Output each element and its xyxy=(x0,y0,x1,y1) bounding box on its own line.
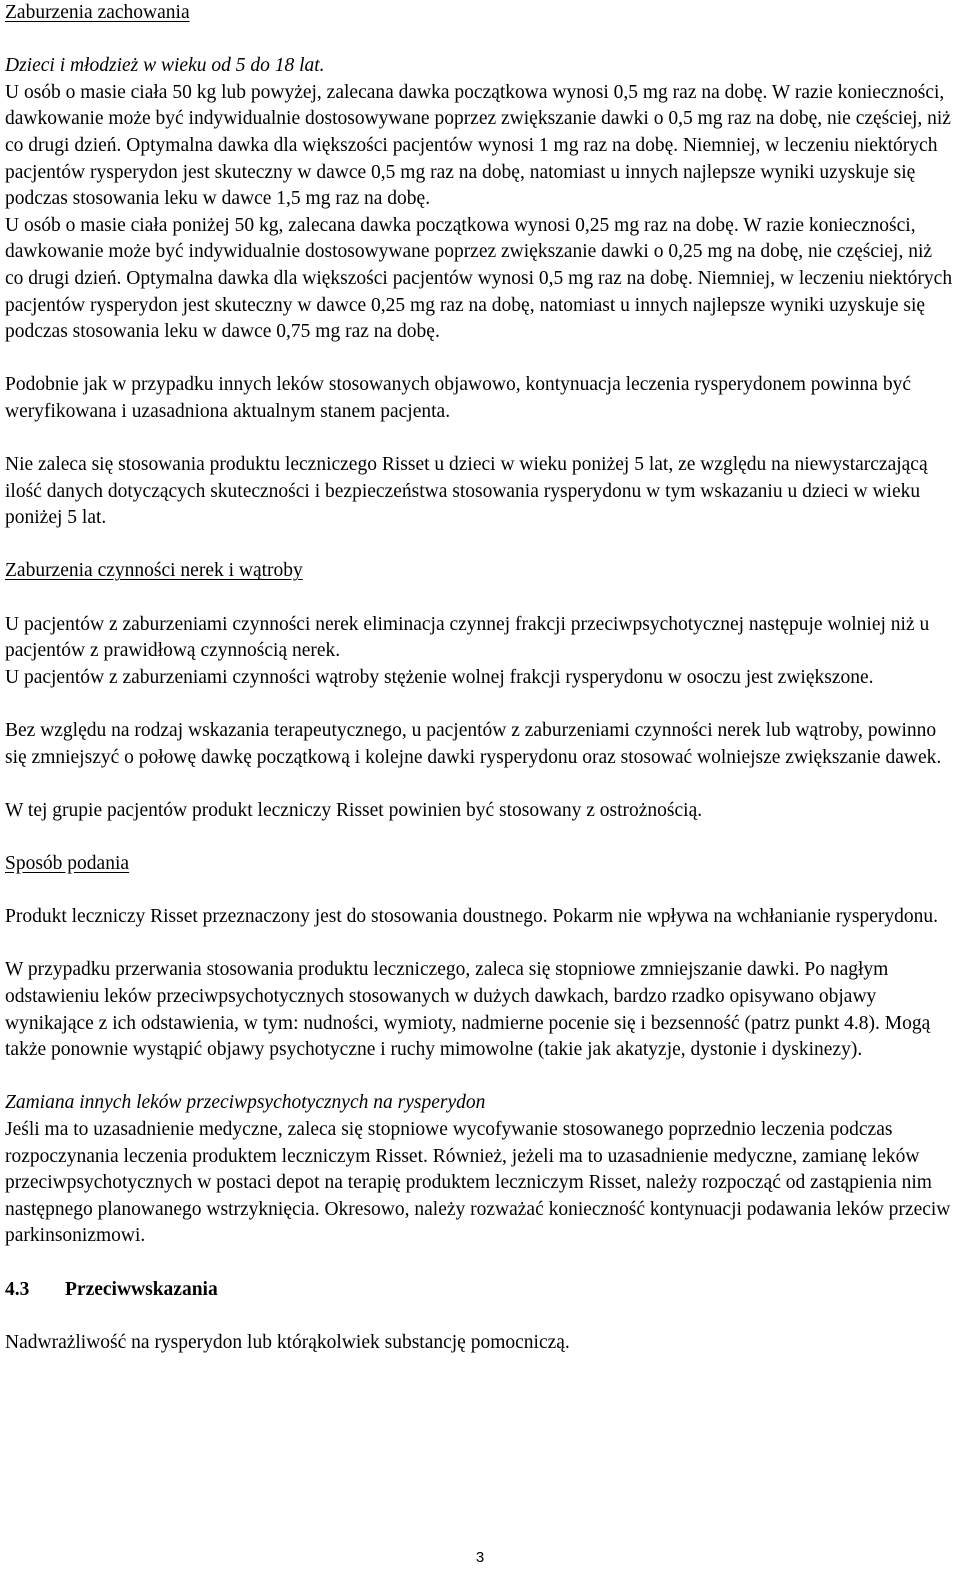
spacer xyxy=(5,532,955,559)
under-5-paragraph: Nie zaleca się stosowania produktu leczniczego Risset u dzieci w wieku poniżej 5 lat, ze względu na niewystarczającą ilość danych dotyczących skuteczności i bezpieczeństwa stosowania rysperydonu w tym wskazaniu u dzieci w wieku poniżej 5 lat. xyxy=(5,454,928,529)
contraindications-paragraph: Nadwrażliwość na rysperydon lub którąkolwiek substancję pomocniczą. xyxy=(5,1331,570,1353)
document-page xyxy=(5,0,955,1356)
spacer xyxy=(5,931,955,958)
continuation-paragraph: Podobnie jak w przypadku innych leków stosowanych objawowo, kontynuacja leczenia rysperydonem powinna być weryfikowana i uzasadniona aktualnym stanem pacjenta. xyxy=(5,374,911,422)
renal-hepatic-dose-paragraph: Bez względu na rodzaj wskazania terapeutycznego, u pacjentów z zaburzeniami czynności nerek lub wątroby, powinno się zmniejszyć o połowę dawkę początkową i kolejne dawki rysperydonu oraz stosować wolniejsze zwiększanie dawek. xyxy=(5,720,942,768)
caution-paragraph: W tej grupie pacjentów produkt leczniczy Risset powinien być stosowany z ostrożnością. xyxy=(5,799,703,821)
spacer xyxy=(5,691,955,718)
spacer xyxy=(5,346,955,373)
behavior-heading: Zaburzenia zachowania xyxy=(5,2,190,23)
spacer xyxy=(5,771,955,798)
children-dosage-paragraph-2: U osób o masie ciała poniżej 50 kg, zalecana dawka początkowa wynosi 0,25 mg raz na dobę. W razie konieczności, dawkowanie może być indywidualnie dostosowywane poprzez zwiększanie dawki o 0,25 mg na dobę, nie częściej, niż co drugi dzień. Optymalna dawka dla większości pacjentów wynosi 0,5 mg raz na dobę. Niemniej, w leczeniu niektórych pacjentów rysperydon jest skuteczny w dawce 0,25 mg raz na dobę, natomiast u innych najlepsze wyniki uzyskuje się podczas stosowania leku w dawce 0,75 mg raz na dobę. xyxy=(5,214,953,343)
discontinuation-paragraph: W przypadku przerwania stosowania produktu leczniczego, zaleca się stopniowe zmniejszanie dawki. Po nagłym odstawieniu leków przeciwpsychotycznych stosowanych w dużych dawkach, bardzo rzadko opisywano objawy wynikające z ich odstawienia, w tym: nudności, wymioty, nadmierne pocenie się i bezsenność (patrz punkt 4.8). Mogą także ponownie wystąpić objawy psychotyczne i ruchy mimowolne (takie jak akatyzje, dystonie i dyskinezy). xyxy=(5,959,931,1061)
section-number: 4.3 xyxy=(5,1278,30,1300)
renal-paragraph-1: U pacjentów z zaburzeniami czynności nerek eliminacja czynnej frakcji przeciwpsychotycznej następuje wolniej niż u pacjentów z prawidłową czynnością nerek. xyxy=(5,613,930,662)
renal-hepatic-heading: Zaburzenia czynności nerek i wątroby xyxy=(5,560,303,582)
spacer xyxy=(5,1250,955,1277)
spacer xyxy=(5,878,955,905)
section-title: Przeciwwskazania xyxy=(65,1278,218,1300)
switching-paragraph: Jeśli ma to uzasadnienie medyczne, zaleca się stopniowe wycofywanie stosowanego poprzednio leczenia podczas rozpoczynania leczenia produktem leczniczym Risset. Również, jeżeli ma to uzasadnienie medyczne, zamianę leków przeciwpsychotycznych w postaci depot na terapię produktem leczniczym Risset, należy rozpocząć od zastąpienia nim następnego planowanego wstrzyknięcia. Okresowo, należy rozważać konieczność kontynuacji podawania leków przeciw parkinsonizmowi. xyxy=(5,1118,951,1247)
children-dosage-paragraph-1: U osób o masie ciała 50 kg lub powyżej, zalecana dawka początkowa wynosi 0,5 mg raz na dobę. W razie konieczności, dawkowanie może być indywidualnie dostosowywane poprzez zwiększanie dawki o 0,5 mg raz na dobę, nie częściej, niż co drugi dzień. Optymalna dawka dla większości pacjentów wynosi 1 mg raz na dobę. Niemniej, w leczeniu niektórych pacjentów rysperydon jest skuteczny w dawce 0,5 mg raz na dobę, natomiast u innych najlepsze wyniki uzyskuje się podczas stosowania leku w dawce 1,5 mg raz na dobę. xyxy=(5,81,951,210)
spacer xyxy=(5,27,955,54)
hepatic-paragraph: U pacjentów z zaburzeniami czynności wątroby stężenie wolnej frakcji rysperydonu w osoczu jest zwiększone. xyxy=(5,666,874,688)
spacer xyxy=(5,1303,955,1330)
spacer xyxy=(5,1064,955,1091)
children-heading: Dzieci i młodzież w wieku od 5 do 18 lat. xyxy=(5,55,325,77)
contraindications-heading xyxy=(5,1277,955,1304)
switching-heading: Zamiana innych leków przeciwpsychotycznych na rysperydon xyxy=(5,1092,486,1114)
spacer xyxy=(5,585,955,612)
spacer xyxy=(5,426,955,453)
page-number: 3 xyxy=(475,1549,485,1566)
spacer xyxy=(5,824,955,851)
administration-heading: Sposób podania xyxy=(5,853,130,874)
administration-paragraph-1: Produkt leczniczy Risset przeznaczony jest do stosowania doustnego. Pokarm nie wpływa na wchłanianie rysperydonu. xyxy=(5,906,939,928)
